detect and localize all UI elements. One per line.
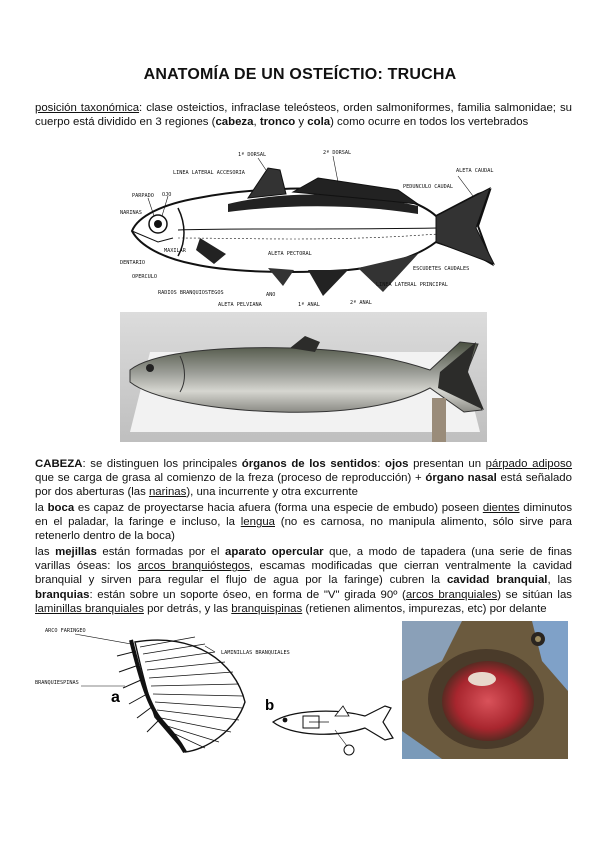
label-branquispinas: BRANQUIESPINAS	[35, 680, 79, 686]
page-title: ANATOMÍA DE UN OSTEÍCTIO: TRUCHA	[143, 66, 457, 83]
label-radios: RADIOS BRANQUIOSTEGOS	[158, 290, 224, 296]
gill-arch-diagram	[35, 622, 397, 768]
label-linea-accesoria: LINEA LATERAL ACCESORIA	[173, 170, 245, 176]
taxonomy-label: posición taxonómica	[35, 102, 140, 114]
label-narinas: NARINAS	[120, 210, 142, 216]
label-pedunculo: PEDUNCULO CAUDAL	[403, 184, 453, 190]
label-aleta-pectoral: ALETA PECTORAL	[268, 251, 312, 257]
label-pelvicas: ALETA PELVIANA	[218, 302, 262, 308]
label-laminillas: LAMINILLAS BRANQUIALES	[221, 650, 290, 656]
label-maxilar: MAXILAR	[164, 248, 186, 254]
label-dorsal1: 1ª DORSAL	[238, 152, 267, 158]
cabeza-paragraph: CABEZA: se distinguen los principales órganos de los sentidos: ojos presentan un párpado adiposo que se carga de grasa al comienzo de la freza (proceso de reproducción) + órgano nasal está señalado por dos aberturas (las narinas), una incurrente y otra excurrente	[35, 458, 573, 499]
label-dentario: DENTARIO	[120, 260, 145, 266]
trout-anatomy-diagram	[118, 146, 498, 308]
label-aleta-caudal: ALETA CAUDAL	[456, 168, 494, 174]
label-dorsal2: 2ª DORSAL	[323, 150, 352, 156]
boca-paragraph: la boca es capaz de proyectarse hacia afuera (forma una especie de embudo) poseen dientes diminutos en el paladar, la faringe e incluso, la lengua (no es carnosa, no manipula alimento, sólo sirve para retenerlo dentro de la boca)	[35, 502, 573, 543]
label-escudetes: ESCUDETES CAUDALES	[413, 266, 470, 272]
label-b: b	[265, 697, 275, 714]
label-parpado: PARPADO	[132, 193, 154, 199]
label-ojo: OJO	[162, 192, 172, 198]
label-a: a	[111, 689, 120, 706]
label-anal2: 2ª ANAL	[350, 300, 372, 306]
mejillas-paragraph: las mejillas están formadas por el aparato opercular que, a modo de tapadera (una serie de finas varillas óseas: los arcos branquióstegos, escamas modificadas que cierran ventralmente la cavidad branquial y sirven para regular el flujo de agua por la faringe) cubren la cavidad branquial, las branquias: están sobre un soporte óseo, en forma de "V" girada 90º (arcos branquiales) se sitúan las laminillas branquiales por detrás, y las branquispinas (retienen alimentos, impurezas, etc) por delante	[35, 546, 573, 615]
label-linea-principal: LINEA LATERAL PRINCIPAL	[376, 282, 448, 288]
label-operculo: OPERCULO	[132, 274, 157, 280]
open-mouth-photo	[402, 621, 568, 759]
label-ano: ANO	[266, 292, 276, 298]
trout-photo	[120, 312, 487, 442]
intro-paragraph: posición taxonómica: clase osteictios, infraclase teleósteos, orden salmoniformes, familia salmonidae; su cuerpo está dividido en 3 regiones (cabeza, tronco y cola) como ocurre en todos los vertebrados	[35, 102, 572, 129]
label-anal1: 1ª ANAL	[298, 302, 320, 308]
label-arco-faringeo: ARCO FARINGEO	[45, 628, 86, 634]
